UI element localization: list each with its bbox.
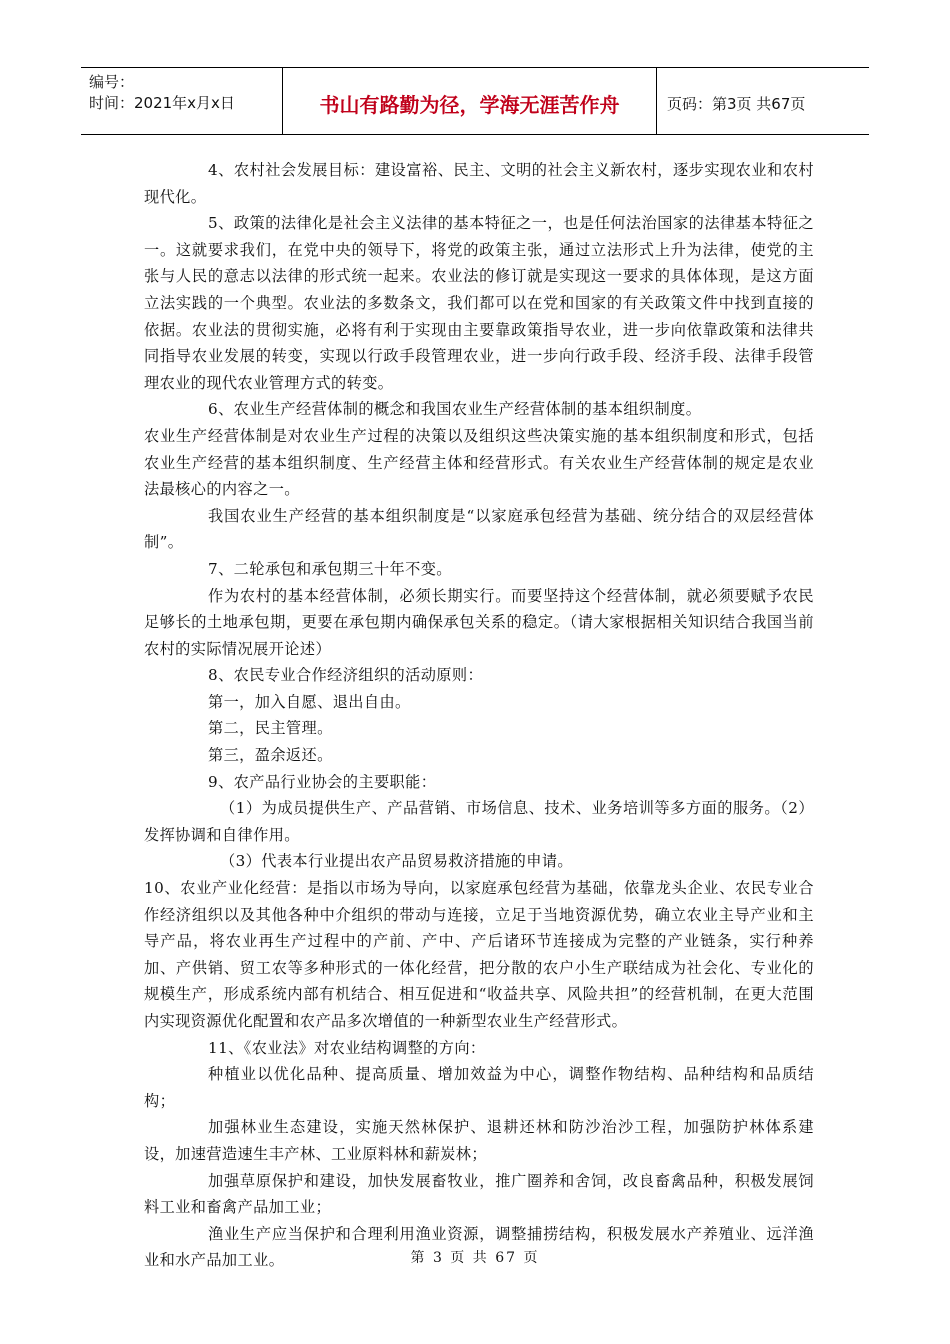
paragraph: 加强草原保护和建设，加快发展畜牧业，推广圈养和舍饲，改良畜禽品种，积极发展饲料工业和畜禽产品加工业； [144, 1171, 814, 1217]
paragraph: （3）代表本行业提出农产品贸易救济措施的申请。 [220, 852, 573, 871]
header-page-code: 页码：第3页 共67页 [667, 94, 806, 113]
paragraph: 7、二轮承包和承包期三十年不变。 [208, 559, 452, 578]
serial-label: 编号： [89, 73, 135, 91]
paragraph: 8、农民专业合作经济组织的活动原则： [208, 666, 484, 685]
paragraph: 第三，盈余返还。 [208, 746, 333, 765]
paragraph: 11、《农业法》对农业结构调整的方向： [208, 1038, 486, 1057]
paragraph: （1）为成员提供生产、产品营销、市场信息、技术、业务培训等多方面的服务。（2）发挥协调和自律作用。 [144, 799, 814, 844]
paragraph: 6、农业生产经营体制的概念和我国农业生产经营体制的基本组织制度。 [208, 400, 702, 419]
paragraph: 作为农村的基本经营体制，必须长期实行。而要坚持这个经营体制，就必须要赋予农民足够长的土地承包期，更要在承包期内确保承包关系的稳定。（请大家根据相关知识结合我国当前农村的实际情况展开论述） [144, 586, 814, 658]
document-body [144, 157, 814, 1274]
page-header [81, 67, 869, 135]
paragraph: 农业生产经营体制是对农业生产过程的决策以及组织这些决策实施的基本组织制度和形式，包括农业生产经营的基本组织制度、生产经营主体和经营形式。有关农业生产经营体制的规定是农业法最核心的内容之一。 [144, 426, 814, 499]
header-motto: 书山有路勤为径，学海无涯苦作舟 [283, 68, 657, 134]
header-meta [81, 68, 283, 134]
paragraph: 9、农产品行业协会的主要职能： [208, 772, 437, 791]
paragraph: 5、政策的法律化是社会主义法律的基本特征之一，也是任何法治国家的法律基本特征之一。这就要求我们，在党中央的领导下，将党的政策主张，通过立法形式上升为法律，使党的主张与人民的意志以法律的形式统一起来。农业法的修订就是实现这一要求的具体体现，是这方面立法实践的一个典型。农业法的多数条文，我们都可以在党和国家的有关政策文件中找到直接的依据。农业法的贯彻实施，必将有利于实现由主要靠政策指导农业，进一步向依靠政策和法律共同指导农业发展的转变，实现以行政手段管理农业，进一步向行政手段、经济手段、法律手段管理农业的现代农业管理方式的转变。 [144, 214, 814, 392]
paragraph: 10、农业产业化经营：是指以市场为导向，以家庭承包经营为基础，依靠龙头企业、农民专业合作经济组织以及其他各种中介组织的带动与连接，立足于当地资源优势，确立农业主导产业和主导产品，将农业再生产过程中的产前、产中、产后诸环节连接成为完整的产业链条，实行种养加、产供销、贸工农等多种形式的一体化经营，把分散的农户小生产联结成为社会化、专业化的规模生产，形成系统内部有机结合、相互促进和“收益共享、风险共担”的经营机制，在更大范围内实现资源优化配置和农产品多次增值的一种新型农业生产经营形式。 [144, 879, 814, 1030]
paragraph: 第一，加入自愿、退出自由。 [208, 692, 411, 711]
paragraph: 我国农业生产经营的基本组织制度是“以家庭承包经营为基础、统分结合的双层经营体制”。 [144, 506, 814, 552]
paragraph: 4、农村社会发展目标：建设富裕、民主、文明的社会主义新农村，逐步实现农业和农村现代化。 [144, 161, 814, 206]
paragraph: 渔业生产应当保护和合理利用渔业资源，调整捕捞结构，积极发展水产养殖业、远洋渔业和水产品加工业。 [144, 1224, 814, 1270]
page-footer: 第 3 页 共 67 页 [410, 1250, 540, 1266]
paragraph: 第二，民主管理。 [208, 719, 333, 738]
paragraph: 种植业以优化品种、提高质量、增加效益为中心，调整作物结构、品种结构和品质结构； [144, 1065, 814, 1110]
paragraph: 加强林业生态建设，实施天然林保护、退耕还林和防沙治沙工程，加强防护林体系建设，加速营造速生丰产林、工业原料林和薪炭林； [144, 1118, 814, 1163]
date-label: 时间：2021年x月x日 [89, 94, 235, 112]
